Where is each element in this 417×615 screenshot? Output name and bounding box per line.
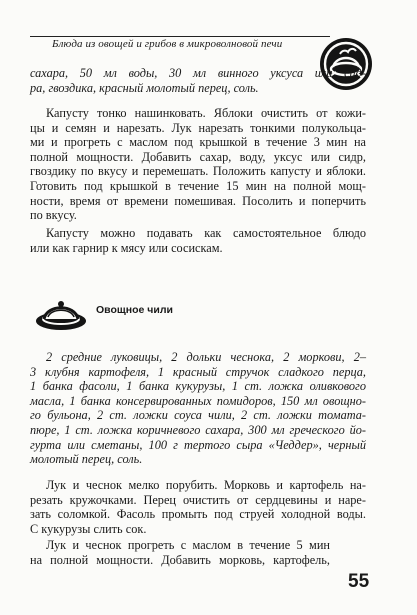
text-line: по вкусу.: [30, 208, 77, 223]
text-line: цы и семян и нарезать. Лук нарезать тонкими полукольца-: [30, 120, 366, 135]
text-line: го бульона, 2 ст. ложки соуса чили, 2 ст. ложки томата-: [30, 408, 366, 423]
text-line: 3 клубня картофеля, 1 красный стручок сладкого перца,: [30, 364, 366, 379]
text-line: Капусту можно подавать как самостоятельное блюдо: [46, 226, 366, 240]
chili-method-paragraph: [30, 478, 366, 536]
text-line: сахара, 50 мл воды, 30 мл винного уксуса или сид-: [30, 66, 366, 80]
text-line: молотый перец, соль.: [30, 452, 143, 467]
text-line: ности, время от времени помешивая. Посолить и поперчить: [30, 193, 366, 208]
text-line: Готовить под крышкой в течение 15 мин на полной мощ-: [30, 178, 366, 193]
text-line: зать соломкой. Фасоль промыть под струей холодной воды.: [30, 507, 366, 522]
microwave-dish-icon: [34, 292, 88, 332]
text-line: резать кружочками. Перец очистить от сердцевины и наре-: [30, 492, 366, 507]
text-line: масла, 1 банка консервированных помидоров, 150 мл овощно-: [30, 393, 366, 408]
text-line: Лук и чеснок мелко порубить. Морковь и картофель на-: [46, 478, 366, 492]
section-title: Овощное чили: [96, 304, 173, 316]
text-line: пюре, 1 ст. ложка коричневого сахара, 300 мл греческого йо-: [30, 422, 366, 437]
text-line: ра, гвоздика, красный молотый перец, соль.: [30, 80, 259, 95]
method-paragraph: [30, 106, 366, 223]
text-line: полной мощности. Добавить сахар, воду, уксус или сидр,: [30, 149, 366, 164]
text-line: Капусту тонко нашинковать. Яблоки очистить от кожи-: [46, 106, 366, 120]
running-head: Блюда из овощей и грибов в микроволновой печи: [52, 38, 283, 50]
text-line: ми и прогреть с маслом под крышкой в течение 3 мин на: [30, 135, 366, 150]
page-number: 55: [348, 571, 370, 592]
text-line: С кукурузы слить сок.: [30, 521, 147, 536]
text-line: 1 банка фасоли, 1 банка кукурузы, 1 ст. ложка оливкового: [30, 379, 366, 394]
text-line: 2 средние луковицы, 2 дольки чеснока, 2 моркови, 2–: [46, 350, 366, 364]
header-rule: [30, 36, 330, 37]
text-line: Лук и чеснок прогреть с маслом в течение 5 мин: [46, 538, 330, 552]
text-line: или как гарнир к мясу или сосискам.: [30, 240, 223, 255]
text-line: гвоздику по вкусу и перемешать. Положить капусту и яблоки.: [30, 164, 366, 179]
text-line: на полной мощности. Добавить морковь, картофель,: [30, 552, 330, 567]
serving-paragraph: [30, 226, 366, 255]
text-line: гурта или сметаны, 100 г тертого сыра «Чеддер», черный: [30, 437, 366, 452]
chili-ingredients: [30, 350, 366, 467]
intro-ingredients: [30, 66, 366, 95]
chili-method-paragraph-2: [30, 538, 330, 567]
